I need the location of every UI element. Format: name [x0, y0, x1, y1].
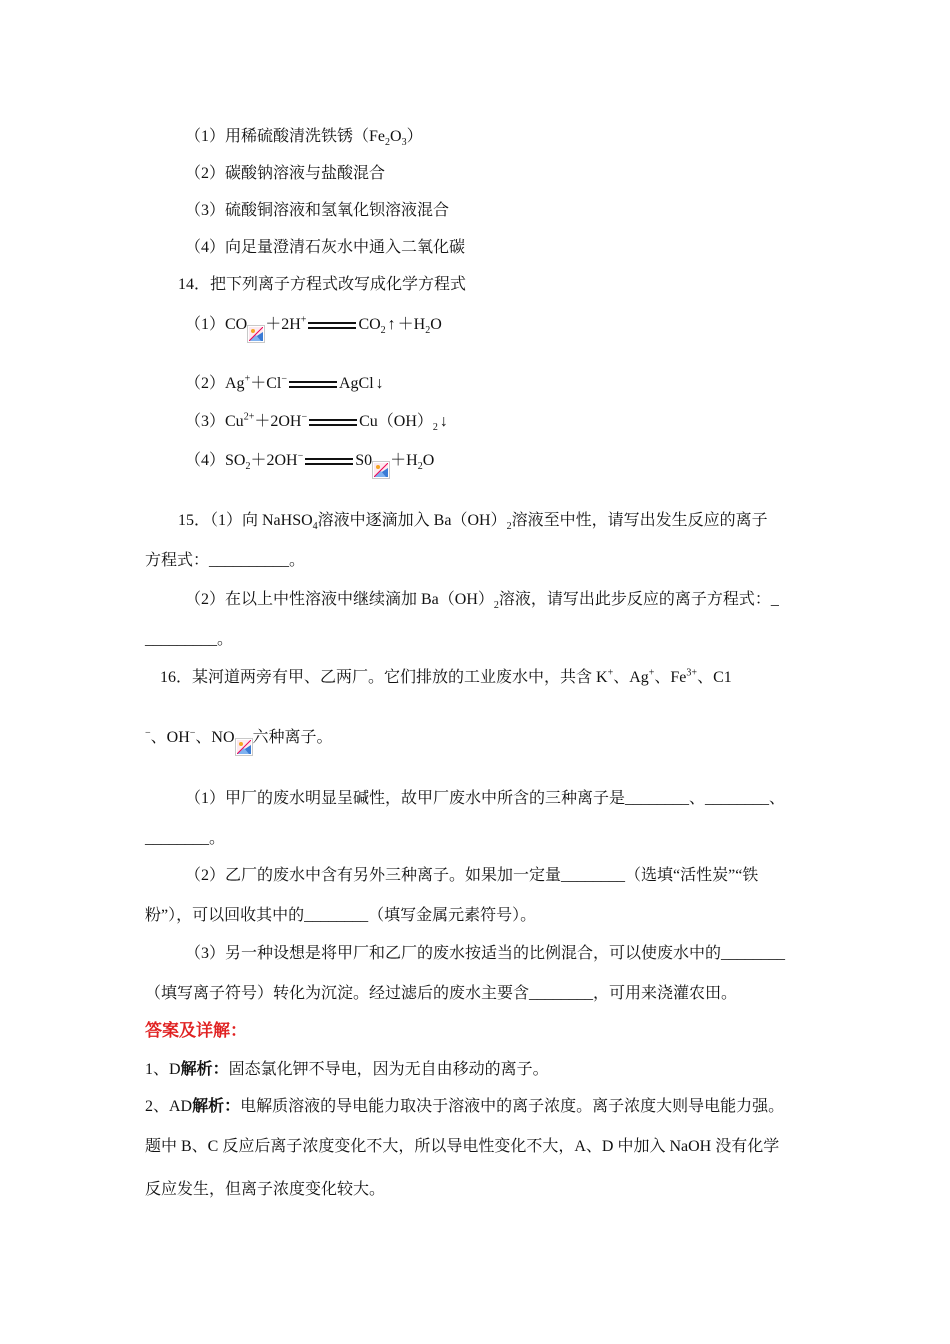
answer-2-line-2: 题中 B、C 反应后离子浓度变化不大，所以导电性变化不大，A、D 中加入 NaOH 没有化学	[145, 1138, 780, 1155]
q15-line-1: 15．（1）向 NaHSO$_4$溶液中逐滴加入 $Ba(OH)_2$溶液至中性，请写出发生反应的离子	[178, 512, 768, 533]
q14-eq-3: $(3)Cu^{2+}+2OH^-$ $Cu(OH)_2$ ↓	[185, 411, 448, 434]
q16-part-2a: （2）乙厂的废水中含有另外三种离子。如果加一定量________（选填“活性炭”“铁	[185, 867, 759, 884]
q16-part-2b: 粉”），可以回收其中的________（填写金属元素符号）。	[145, 907, 537, 924]
q16-part-3a: （3）另一种设想是将甲厂和乙厂的废水按适当的比例混合，可以使废水中的________	[185, 945, 786, 962]
broken-image-icon	[372, 461, 390, 479]
q13-item-3: （3）硫酸铜溶液和氢氧化钡溶液混合	[185, 202, 450, 219]
q14-eq-2: （2）Ag+＋Cl− AgCl ↓	[185, 373, 384, 392]
q16-line-2: −、OH−、NO 六种离子。	[145, 728, 333, 756]
q13-item-1: （1）用稀硫酸清洗铁锈$(Fe_2O_3)$	[185, 128, 423, 149]
broken-image-icon	[235, 738, 253, 756]
equals-sign	[305, 458, 353, 465]
q15-line-3: （2）在以上中性溶液中继续滴加 $Ba(OH)_2$溶液，请写出此步反应的离子方程式：_	[185, 591, 779, 612]
equals-sign	[309, 419, 357, 426]
equals-sign	[289, 381, 337, 388]
q14-eq-1: （1）CO ＋2H+ $CO_2$ ↑ $+H_2O$	[185, 315, 442, 343]
q13-item-4: （4）向足量澄清石灰水中通入二氧化碳	[185, 239, 466, 256]
answers-title: 答案及详解：	[145, 1021, 247, 1041]
q14-title: 14．把下列离子方程式改写成化学方程式	[178, 276, 467, 293]
q15-line-4: _________。	[145, 631, 234, 648]
q16-part-1b: ________。	[145, 830, 226, 847]
q16-part-3b: （填写离子符号）转化为沉淀。经过滤后的废水主要含________，可用来浇灌农田。	[145, 985, 738, 1002]
q13-item-2: （2）碳酸钠溶液与盐酸混合	[185, 165, 386, 182]
answer-1: 1、D解析：固态氯化钾不导电，因为无自由移动的离子。	[145, 1059, 549, 1078]
q15-line-2: 方程式：__________。	[145, 552, 306, 569]
answer-2-line-1: 2、AD解析：电解质溶液的导电能力取决于溶液中的离子浓度。离子浓度大则导电能力强。	[145, 1096, 785, 1115]
q14-eq-4: $(4)SO_2+2OH^-$ S0 $+H_2O$	[185, 451, 434, 479]
broken-image-icon	[247, 325, 265, 343]
equals-sign	[308, 322, 356, 329]
answer-2-line-3: 反应发生，但离子浓度变化较大。	[145, 1181, 386, 1198]
q16-part-1a: （1）甲厂的废水明显呈碱性，故甲厂废水中所含的三种离子是________、________、	[185, 790, 786, 807]
q16-line-1: 16．某河道两旁有甲、乙两厂。它们排放的工业废水中，共含 K+、Ag+、$Fe^{3+}$、C1	[160, 667, 732, 686]
